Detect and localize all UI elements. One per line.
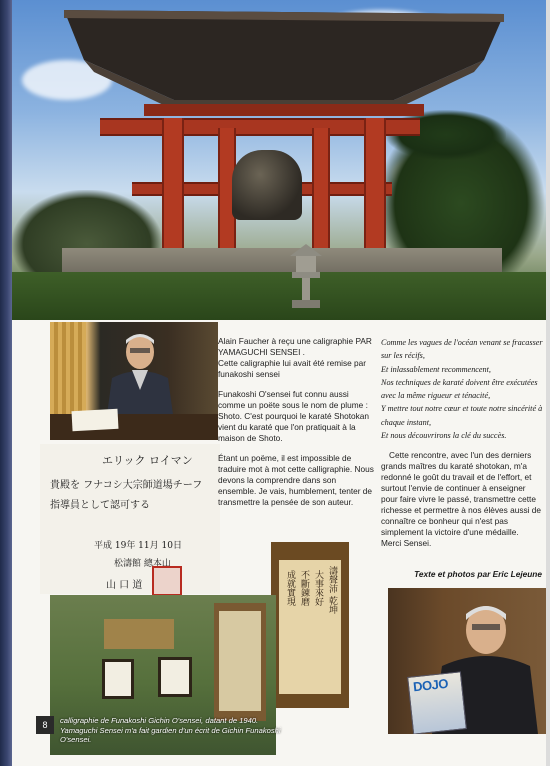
- poem-line: Et inlassablement recommencent,: [381, 364, 491, 374]
- pavilion-roof: [64, 0, 504, 120]
- poem-line: Et nous découvrirons la clé du succès.: [381, 431, 507, 441]
- red-seal-stamp: [152, 566, 182, 596]
- page-number: 8: [36, 716, 54, 734]
- magazine-title: DOJO: [412, 675, 449, 695]
- poem-line: Comme les vagues de l'océan venant se fracasser sur les récifs,: [381, 338, 543, 361]
- calligraphy-letter: [40, 444, 220, 594]
- bell: [232, 150, 302, 220]
- letter-line: 山 口 道: [106, 580, 143, 591]
- photo-credit: Texte et photos par Eric Lejeune: [414, 569, 542, 579]
- letter-line: エリック ロイマン: [102, 454, 193, 467]
- stone-lantern: [284, 240, 328, 310]
- scroll-line: 成就實現: [285, 570, 295, 606]
- page-binding: [0, 0, 12, 766]
- letter-line: 貴殿を フナコシ大宗師道場チーフ: [50, 480, 203, 491]
- scroll-line: 不斷錬磨: [299, 570, 309, 606]
- scroll-line: 大事來好: [313, 570, 323, 606]
- magazine-page: [12, 0, 546, 766]
- calligraphy-scroll: [271, 542, 349, 708]
- letter-line: 平成 19年 11月 10日: [94, 541, 182, 551]
- pavilion-photo: [12, 0, 546, 320]
- letter-line: 松濤館 總本山: [114, 559, 171, 569]
- sensei-portrait-photo: [388, 588, 546, 734]
- sensei-desk-photo: [50, 322, 218, 440]
- dojo-magazine: [407, 671, 467, 734]
- paragraph: Alain Faucher à reçu une caligraphie PAR YAMAGUCHI SENSEI . Cette caligraphie lui avait été remise par funakoshi sensei: [218, 336, 372, 379]
- photo-caption: calligraphie de Funakoshi Gichin O'sensei, datant de 1940. Yamaguchi Sensei m'a fait gardien d'un écrit de Gichin Funakoshi O'sensei.: [60, 716, 281, 744]
- poem-translation: [381, 336, 543, 442]
- paragraph: Funakoshi O'sensei fut connu aussi comme un poëte sous le nom de plume : Shoto. C'est pourquoi le karaté Shotokan vient du karaté que l'on pratiquait à la maison de Shoto.: [218, 389, 370, 443]
- scroll-line: 濤聲沛 乾坤: [327, 566, 337, 614]
- article-column-left: [218, 336, 374, 517]
- paragraph: Étant un poëme, il est impossible de traduire mot à mot cette calligraphie. Nous devons la comprendre dans son ensemble. Je vais, humblement, tenter de transmettre la pensée de son auteur.: [218, 453, 374, 507]
- article-column-right: [381, 336, 543, 558]
- poem-line: Y mettre tout notre cœur et toute notre sincérité à chaque instant,: [381, 404, 543, 427]
- poem-line: Nos techniques de karaté doivent être exécutées avec la même rigueur et ténacité,: [381, 377, 538, 401]
- paragraph: Cette rencontre, avec l'un des derniers grands maîtres du karaté shotokan, m'a redonné le goût du travail et de l'effort, et surtout l'envie de continuer à enseigner pour faire vivre le passé, transmettre cette richesse et permettre à nos élèves aussi de connaître ce bonheur qui n'est pas simplement la victoire d'une médaille. Merci Sensei.: [381, 450, 542, 549]
- letter-line: 指導員として認可する: [50, 500, 150, 511]
